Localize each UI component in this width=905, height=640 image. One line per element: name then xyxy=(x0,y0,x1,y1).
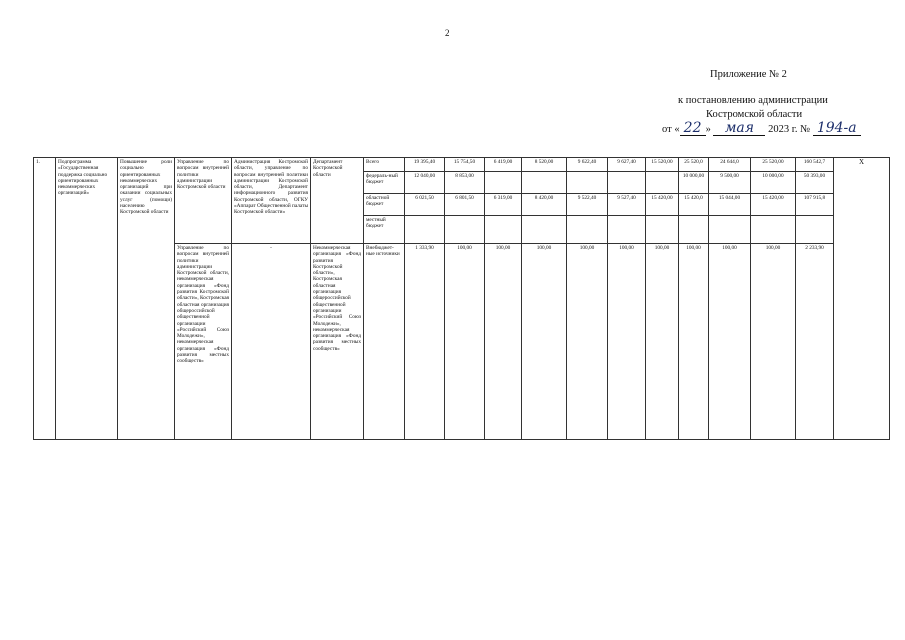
value-cell: 107 915,8 xyxy=(796,194,834,216)
value-cell: 25 520,0 xyxy=(679,158,709,172)
value-cell: 50 393,00 xyxy=(796,172,834,194)
appendix-line1: к постановлению администрации xyxy=(678,95,828,106)
appendix-header xyxy=(650,68,890,138)
value-cell xyxy=(405,216,445,244)
value-cell: 9 527,40 xyxy=(608,194,646,216)
value-cell xyxy=(567,172,608,194)
value-cell: 100,00 xyxy=(445,244,485,440)
value-cell xyxy=(485,172,522,194)
date-mid: » xyxy=(705,124,711,135)
source-label: Внебюджет-ные источники xyxy=(364,244,405,440)
appendix-line2: Костромской области xyxy=(706,109,803,120)
appendix-date-line xyxy=(650,122,890,138)
coexecutor-main: Администрация Костромской области, управление по вопросам внутренней политики администрации Костромской области, Департамент информационного развития Костромской области, ОГКУ «Аппарат Общественной палаты Костромской области» xyxy=(232,158,311,244)
value-cell: 9 622,40 xyxy=(567,158,608,172)
value-cell: 10 000,00 xyxy=(679,172,709,194)
value-cell: 9 522,40 xyxy=(567,194,608,216)
date-year: 2023 г. № xyxy=(768,124,811,135)
value-cell: 10 000,00 xyxy=(751,172,796,194)
value-cell: 100,00 xyxy=(485,244,522,440)
value-cell: 15 420,00 xyxy=(751,194,796,216)
value-cell: 100,00 xyxy=(608,244,646,440)
value-cell: 8 420,00 xyxy=(522,194,567,216)
mark-cell: Х xyxy=(834,158,890,440)
date-prefix: от « xyxy=(662,124,680,135)
source-label: областной бюджет xyxy=(364,194,405,216)
value-cell xyxy=(445,216,485,244)
value-cell: 100,00 xyxy=(522,244,567,440)
value-cell xyxy=(522,172,567,194)
value-cell: 15 420,0 xyxy=(679,194,709,216)
page-number: 2 xyxy=(445,28,450,38)
value-cell xyxy=(608,172,646,194)
value-cell: 6 801,50 xyxy=(445,194,485,216)
executor-extra: Управление по вопросам внутренней политики администрации Костромской области, некоммерческая организация «Фонд развития Костромской области», Костромская областная организация общероссийской общественной организации «Российский Союз Молодежи», некоммерческая организация «Фонд развития местных сообществ» xyxy=(175,244,232,440)
value-cell xyxy=(608,216,646,244)
customer-main: Департамент Костромской области xyxy=(311,158,364,244)
value-cell xyxy=(485,216,522,244)
value-cell: 100,00 xyxy=(567,244,608,440)
value-cell: 100,00 xyxy=(709,244,751,440)
date-number: 194-а xyxy=(813,122,861,136)
value-cell: 2 233,90 xyxy=(796,244,834,440)
value-cell: 8 853,00 xyxy=(445,172,485,194)
value-cell: 6 419,00 xyxy=(485,158,522,172)
date-month: мая xyxy=(713,122,765,136)
value-cell: 12 040,00 xyxy=(405,172,445,194)
value-cell: 9 500,00 xyxy=(709,172,751,194)
value-cell: 15 754,50 xyxy=(445,158,485,172)
value-cell xyxy=(567,216,608,244)
value-cell xyxy=(646,172,679,194)
subprogram-goal: Повышение роли социально ориентированных некоммерческих организаций при оказании социальных услуг (помощи) населению Костромской области xyxy=(118,158,175,440)
value-cell: 15 044,00 xyxy=(709,194,751,216)
value-cell xyxy=(709,216,751,244)
date-day: 22 xyxy=(680,122,706,136)
value-cell: 9 627,40 xyxy=(608,158,646,172)
value-cell: 6 021,50 xyxy=(405,194,445,216)
value-cell: 15 520,00 xyxy=(646,158,679,172)
value-cell xyxy=(522,216,567,244)
row-index: 1. xyxy=(34,158,56,440)
executor-main: Управление по вопросам внутренней политики администрации Костромской области xyxy=(175,158,232,244)
value-cell: 8 520,00 xyxy=(522,158,567,172)
table-row xyxy=(34,158,890,172)
subprogram-name: Подпрограмма «Государственная поддержка социально ориентированных некоммерческих организаций» xyxy=(56,158,118,440)
value-cell: 160 542,7 xyxy=(796,158,834,172)
value-cell: 100,00 xyxy=(646,244,679,440)
value-cell: 19 395,40 xyxy=(405,158,445,172)
value-cell: 1 333,90 xyxy=(405,244,445,440)
value-cell: 25 520,00 xyxy=(751,158,796,172)
value-cell xyxy=(646,216,679,244)
value-cell xyxy=(679,216,709,244)
value-cell: 100,00 xyxy=(679,244,709,440)
value-cell: 15 420,00 xyxy=(646,194,679,216)
budget-table xyxy=(33,157,890,440)
source-label: Всего xyxy=(364,158,405,172)
source-label: местный бюджет xyxy=(364,216,405,244)
value-cell: 6 319,00 xyxy=(485,194,522,216)
value-cell xyxy=(751,216,796,244)
value-cell: 100,00 xyxy=(751,244,796,440)
value-cell xyxy=(796,216,834,244)
coexecutor-extra: - xyxy=(232,244,311,440)
appendix-title: Приложение № 2 xyxy=(710,69,787,80)
customer-extra: Некоммерческая организация «Фонд развития Костромской области», Костромская областная организация общероссийской общественной организации «Российский Союз Молодежи», некоммерческая организация «Фонд развития местных сообществ» xyxy=(311,244,364,440)
source-label: федераль-ный бюджет xyxy=(364,172,405,194)
value-cell: 24 644,0 xyxy=(709,158,751,172)
